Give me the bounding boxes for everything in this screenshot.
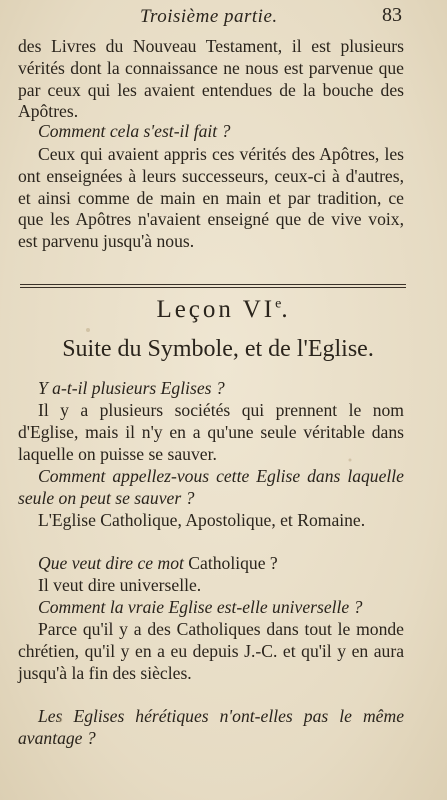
lesson-heading-superscript: e <box>275 296 282 312</box>
question-church-name: Comment appellez-vous cette Eglise dans laquelle seule on peut se sauver ? <box>18 466 404 508</box>
answer-church-name: L'Eglise Catholique, Apostolique, et Romaine. <box>38 510 366 530</box>
lesson-heading-period: . <box>281 296 291 323</box>
question-heretical-churches: Les Eglises hérétiques n'ont-elles pas le même avantage ? <box>18 706 404 748</box>
section-subtitle: Suite du Symbole, et de l'Eglise. <box>62 336 374 362</box>
running-header <box>0 4 447 32</box>
running-title: Troisième partie. <box>140 6 278 27</box>
lesson-heading-text: Leçon VI <box>156 296 276 323</box>
section-divider-top <box>20 284 406 285</box>
question-catholic-meaning <box>18 553 404 575</box>
answer-several-churches: Il y a plusieurs sociétés qui prennent le nom d'Eglise, mais il n'y en a qu'une seule véritable dans laquelle on puisse se sauver. <box>18 400 404 464</box>
answer-universal: Parce qu'il y a des Catholiques dans tout le monde chrétien, qu'il y en a eu depuis J.-C. et qu'il y en aura jusqu'à la fin des siècles. <box>18 619 404 683</box>
question-catholic-meaning-word: Catholique ? <box>183 553 278 573</box>
question-universal: Comment la vraie Eglise est-elle universelle ? <box>38 597 363 617</box>
lesson-heading <box>0 296 447 324</box>
paragraph-continuation: des Livres du Nouveau Testament, il est plusieurs vérités dont la connaissance ne nous est parvenue que par ceux qui les avaient entendues de la bouche des Apôtres. <box>18 36 404 122</box>
question-how-done: Comment cela s'est-il fait ? <box>38 121 231 141</box>
question-catholic-meaning-text: Que veut dire ce mot <box>38 553 184 573</box>
page-number: 83 <box>382 4 402 26</box>
section-divider-bottom <box>20 287 406 288</box>
answer-tradition: Ceux qui avaient appris ces vérités des Apôtres, les ont enseignées à leurs successeurs, ceux-ci à d'autres, et ainsi comme de main en main et par tradition, ce que les Apôtres n'avaient enseigné que de vive voix, est parvenu jusqu'à nous. <box>18 144 404 252</box>
question-several-churches: Y a-t-il plusieurs Eglises ? <box>38 378 225 398</box>
answer-catholic-meaning: Il veut dire universelle. <box>38 575 202 595</box>
